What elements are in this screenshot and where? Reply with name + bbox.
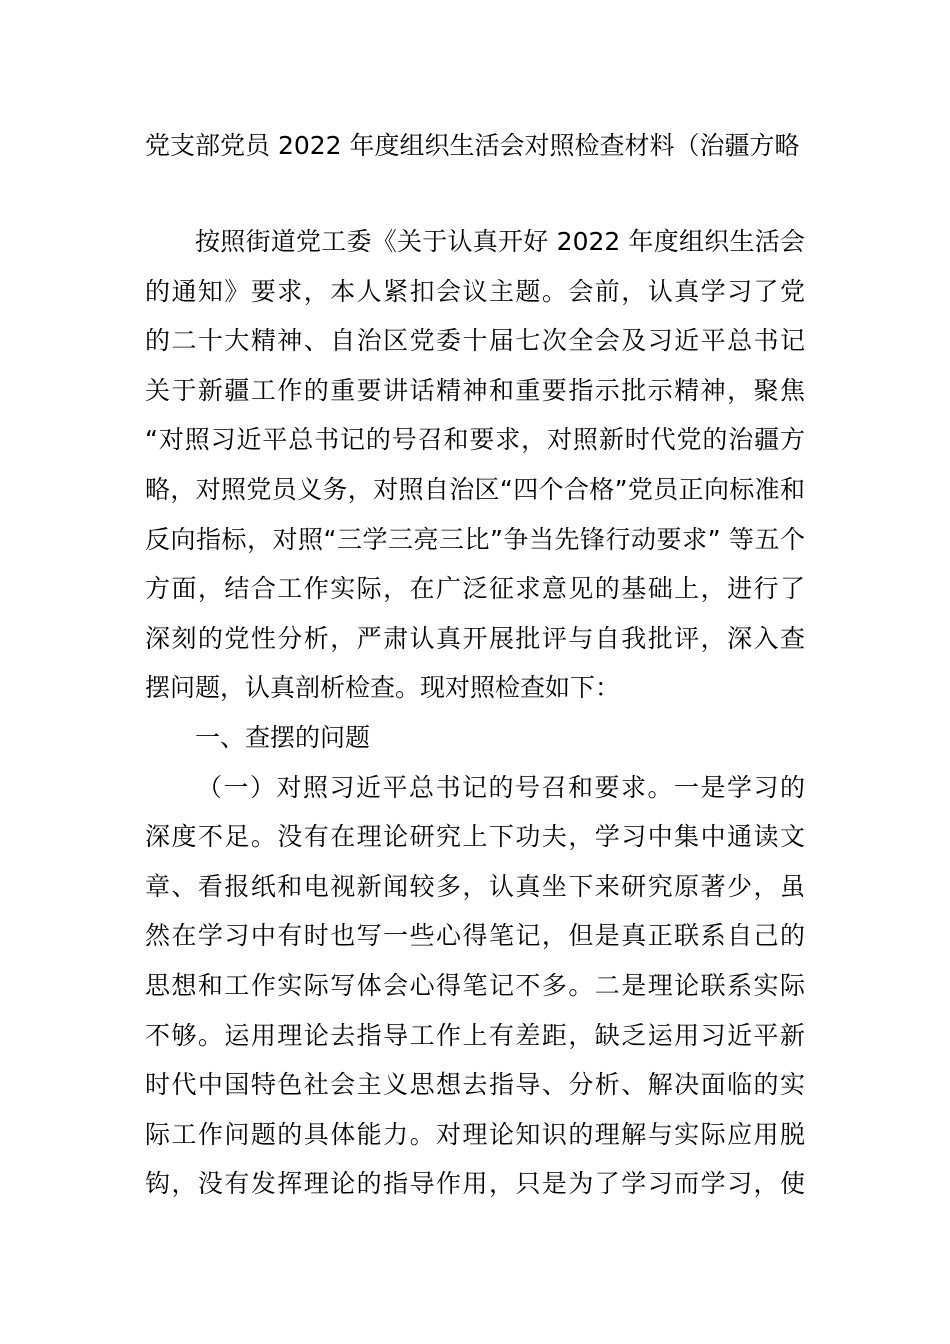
paragraph-line: 的通知》要求，本人紧扣会议主题。会前，认真学习了党 xyxy=(145,276,805,306)
paragraph-line: 关于新疆工作的重要讲话精神和重要指示批示精神，聚焦 xyxy=(145,375,805,405)
paragraph-line: 反向指标，对照“三学三亮三比”争当先锋行动要求” 等五个 xyxy=(145,524,805,554)
paragraph-line: 然在学习中有时也写一些心得笔记，但是真正联系自己的 xyxy=(145,921,805,951)
paragraph-line: 按照街道党工委《关于认真开好 2022 年度组织生活会 xyxy=(195,227,805,256)
paragraph-line: 深度不足。没有在理论研究上下功夫，学习中集中通读文 xyxy=(145,822,805,852)
paragraph-line: “对照习近平总书记的号召和要求，对照新时代党的治疆方 xyxy=(145,425,805,455)
paragraph-line: 方面，结合工作实际，在广泛征求意见的基础上，进行了 xyxy=(145,574,805,604)
paragraph-line: 思想和工作实际写体会心得笔记不多。二是理论联系实际 xyxy=(145,970,805,1000)
document-body xyxy=(145,217,805,1209)
section-heading: 一、查摆的问题 xyxy=(195,722,371,752)
paragraph-line: 章、看报纸和电视新闻较多，认真坐下来研究原著少，虽 xyxy=(145,871,805,901)
paragraph-line: 不够。运用理论去指导工作上有差距，缺乏运用习近平新 xyxy=(145,1020,805,1050)
paragraph-line: 摆问题，认真剖析检查。现对照检查如下： xyxy=(145,673,621,703)
document-title: 党支部党员 2022 年度组织生活会对照检查材料（治疆方略 xyxy=(145,131,800,160)
paragraph-line: 略，对照党员义务，对照自治区“四个合格”党员正向标准和 xyxy=(145,474,805,504)
paragraph-line: 的二十大精神、自治区党委十届七次全会及习近平总书记 xyxy=(145,326,805,356)
paragraph-line: 时代中国特色社会主义思想去指导、分析、解决面临的实 xyxy=(145,1070,805,1100)
paragraph-line: （一）对照习近平总书记的号召和要求。一是学习的 xyxy=(197,772,805,802)
paragraph-line: 钩，没有发挥理论的指导作用，只是为了学习而学习，使 xyxy=(145,1169,805,1199)
paragraph-line: 际工作问题的具体能力。对理论知识的理解与实际应用脱 xyxy=(145,1119,805,1149)
paragraph-line: 深刻的党性分析，严肃认真开展批评与自我批评，深入查 xyxy=(145,623,805,653)
